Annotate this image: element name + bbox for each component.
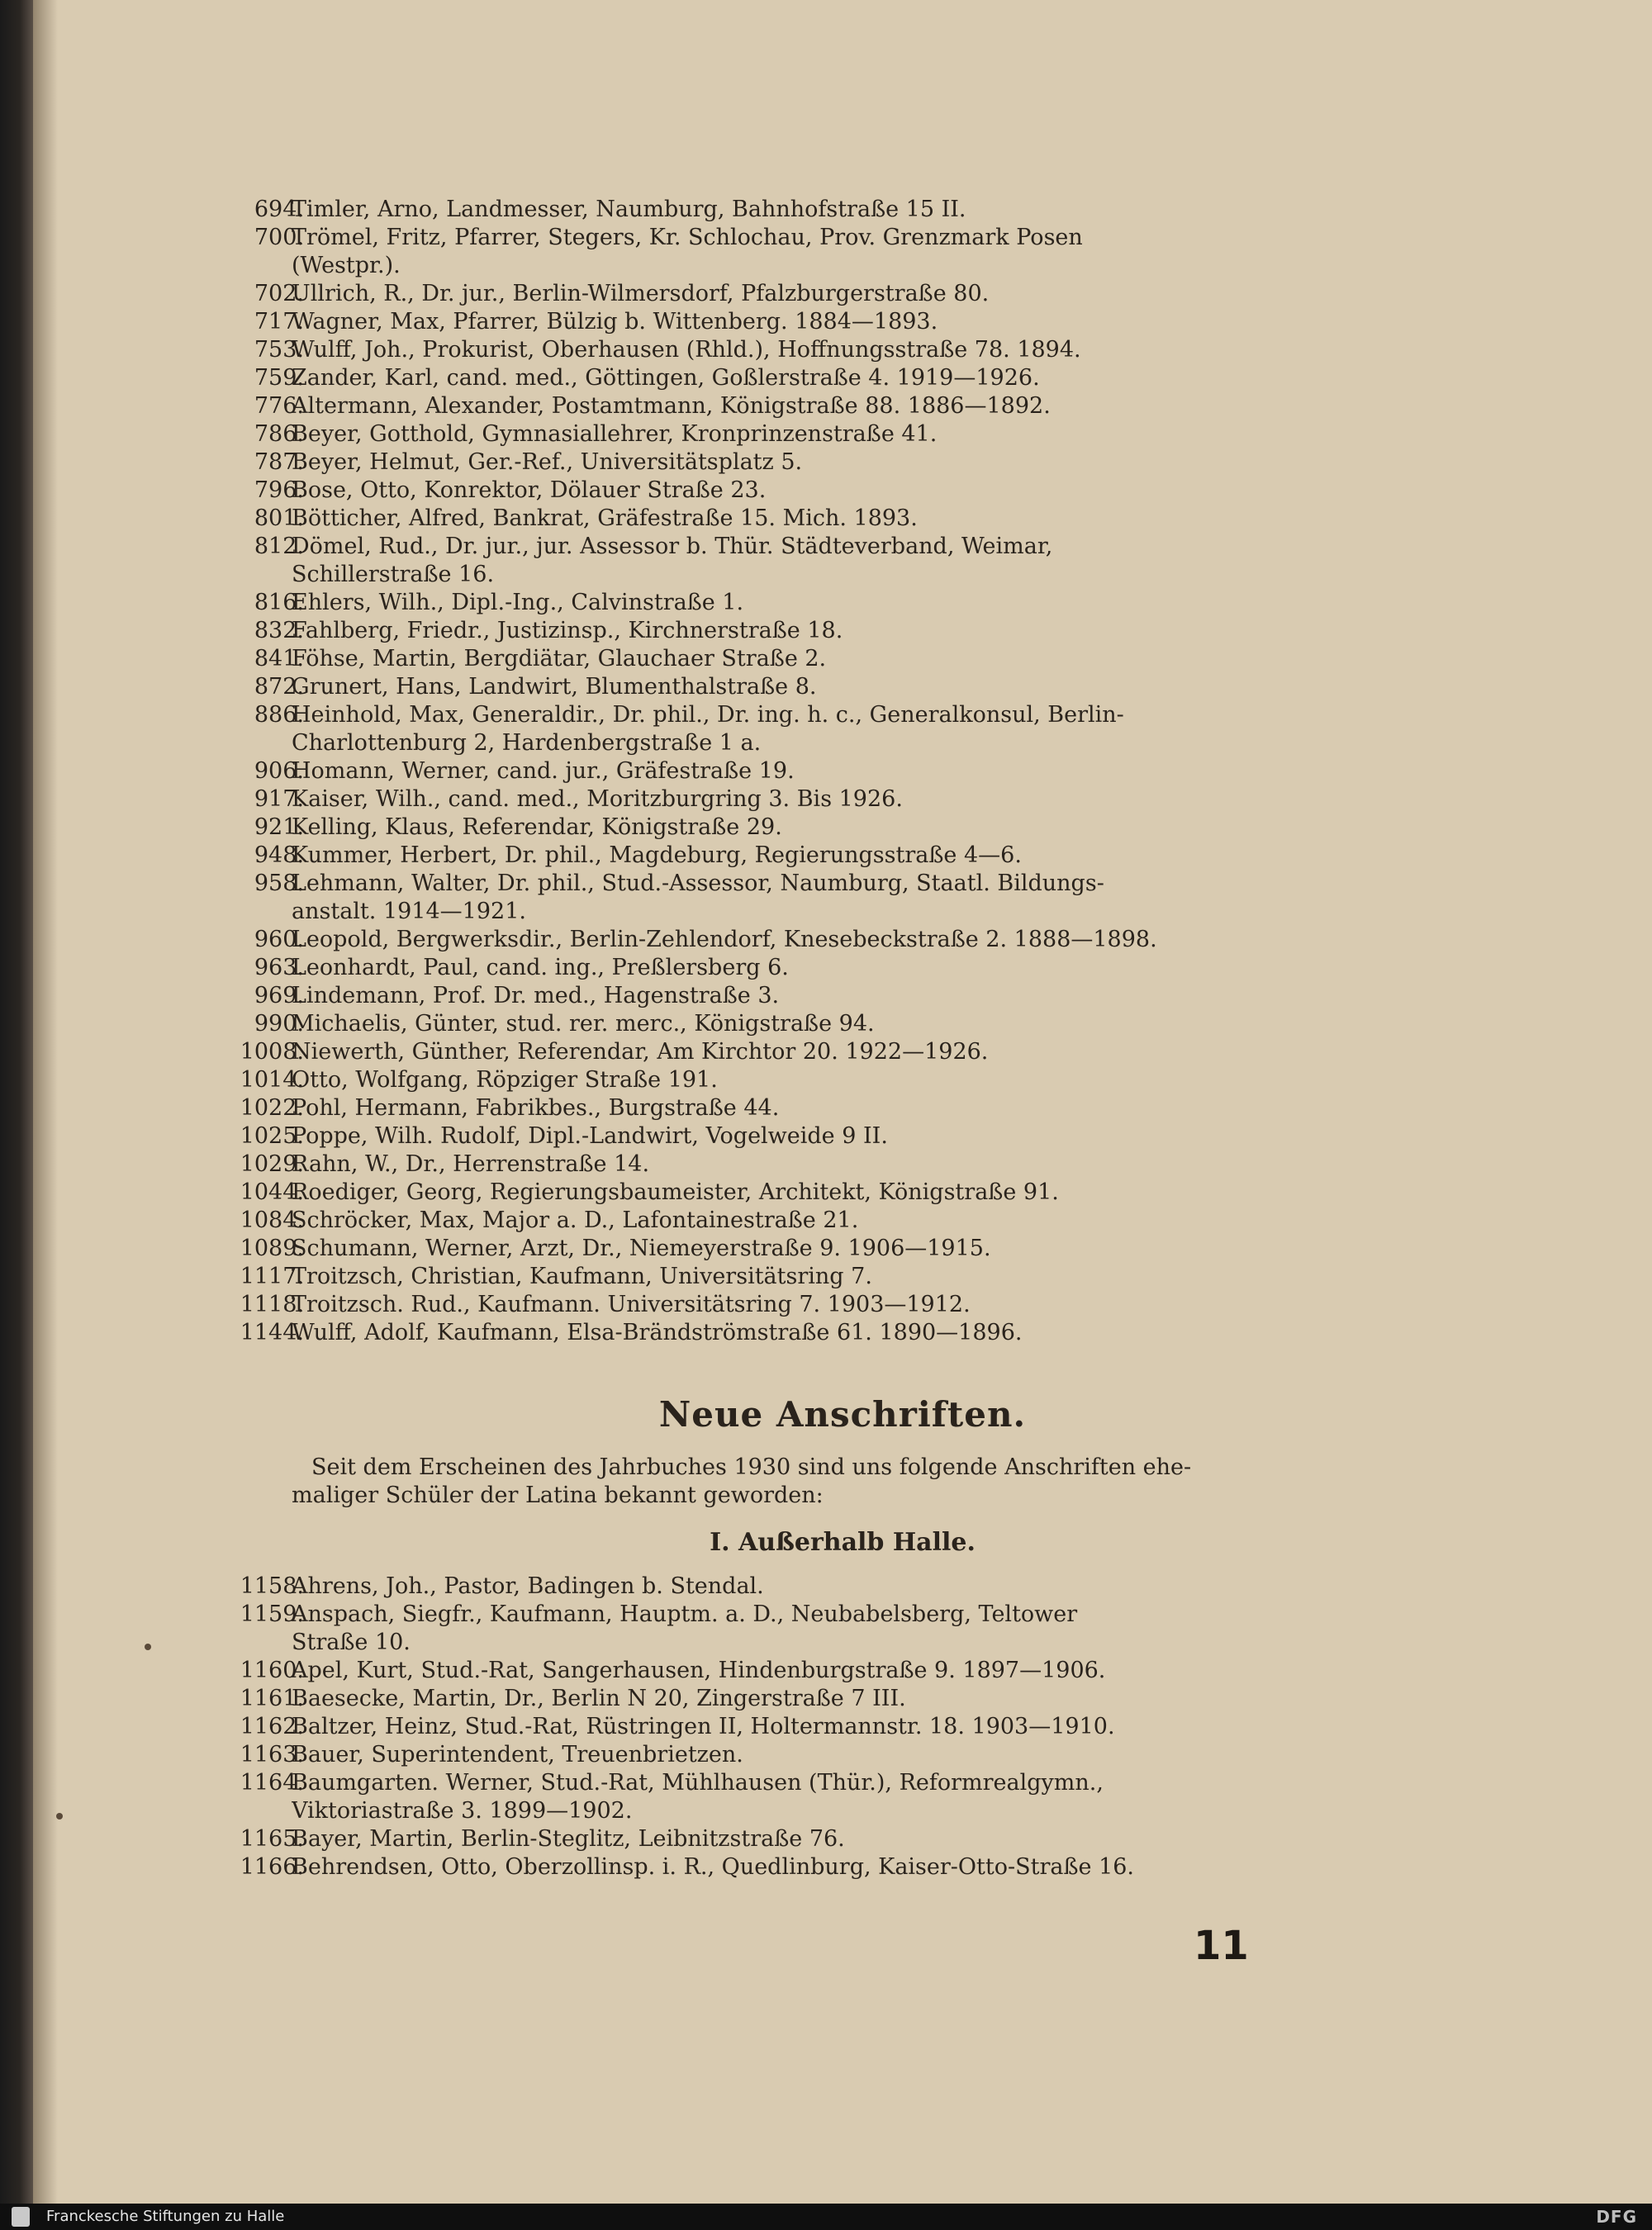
- entry-text: Heinhold, Max, Generaldir., Dr. phil., Dr. ing. h. c., Generalkonsul, Berlin-: [292, 702, 1124, 728]
- entry-text: Ullrich, R., Dr. jur., Berlin-Wilmersdorf, Pfalzburgerstraße 80.: [292, 281, 990, 306]
- entry-number: 921.: [254, 814, 304, 840]
- list-item: [33, 1039, 1652, 1067]
- scan-edge: [0, 0, 33, 2230]
- entry-number: 1022.: [240, 1095, 304, 1121]
- entry-text: Ahrens, Joh., Pastor, Badingen b. Stendal.: [292, 1573, 764, 1599]
- entry-number: 917.: [254, 786, 304, 812]
- entry-number: 1166.: [240, 1854, 304, 1880]
- entry-number: 1118.: [240, 1292, 304, 1317]
- entry-number: 886.: [254, 702, 304, 728]
- list-item: [33, 365, 1652, 393]
- entry-text: Schröcker, Max, Major a. D., Lafontainestraße 21.: [292, 1208, 859, 1233]
- entry-list: [33, 197, 1652, 1348]
- entry-number: 1161.: [240, 1686, 304, 1711]
- entry-text: Charlottenburg 2, Hardenbergstraße 1 a.: [292, 730, 762, 756]
- entry-number: 969.: [254, 983, 304, 1008]
- entry-number: 717.: [254, 309, 304, 334]
- list-item: [33, 449, 1652, 477]
- entry-text: Leonhardt, Paul, cand. ing., Preßlersberg 6.: [292, 955, 789, 980]
- entry-text: Ehlers, Wilh., Dipl.-Ing., Calvinstraße 1.: [292, 590, 744, 615]
- list-item: [33, 1123, 1652, 1151]
- entry-text: Föhse, Martin, Bergdiätar, Glauchaer Straße 2.: [292, 646, 827, 671]
- entry-text: Leopold, Bergwerksdir., Berlin-Zehlendorf, Knesebeckstraße 2. 1888—1898.: [292, 927, 1157, 952]
- footer-library-name: Franckesche Stiftungen zu Halle: [46, 2208, 285, 2225]
- list-item: [33, 1151, 1652, 1179]
- entry-number: 787.: [254, 449, 304, 475]
- entry-text: Anspach, Siegfr., Kaufmann, Hauptm. a. D., Neubabelsberg, Teltower: [292, 1601, 1078, 1627]
- entry-text: Beyer, Helmut, Ger.-Ref., Universitätsplatz 5.: [292, 449, 803, 475]
- entry-number: 963.: [254, 955, 304, 980]
- list-item: [33, 1011, 1652, 1039]
- list-item: [33, 955, 1652, 983]
- list-item: [33, 1798, 1652, 1826]
- margin-dot: [145, 1644, 151, 1650]
- entry-text: Wagner, Max, Pfarrer, Bülzig b. Wittenberg. 1884—1893.: [292, 309, 938, 334]
- entry-number: 786.: [254, 421, 304, 447]
- list-item: [33, 1236, 1652, 1264]
- entry-list-2: [33, 1573, 1652, 1882]
- list-item: [33, 1714, 1652, 1742]
- list-item: [33, 871, 1652, 899]
- list-item: [33, 1742, 1652, 1770]
- entry-text: Niewerth, Günther, Referendar, Am Kirchtor 20. 1922—1926.: [292, 1039, 989, 1065]
- entry-number: 906.: [254, 758, 304, 784]
- list-item: [33, 309, 1652, 337]
- list-item: [33, 1095, 1652, 1123]
- list-item: [33, 1630, 1652, 1658]
- entry-text: Baesecke, Martin, Dr., Berlin N 20, Zingerstraße 7 III.: [292, 1686, 906, 1711]
- entry-text: Schillerstraße 16.: [292, 562, 495, 587]
- entry-number: 816.: [254, 590, 304, 615]
- entry-text: Homann, Werner, cand. jur., Gräfestraße 19.: [292, 758, 795, 784]
- list-item: [33, 1686, 1652, 1714]
- list-item: [33, 1208, 1652, 1236]
- entry-text: Bose, Otto, Konrektor, Dölauer Straße 23.: [292, 477, 767, 503]
- footer-bar: [0, 2204, 1652, 2230]
- entry-number: 1158.: [240, 1573, 304, 1599]
- entry-text: Bayer, Martin, Berlin-Steglitz, Leibnitzstraße 76.: [292, 1826, 845, 1852]
- entry-text: Troitzsch, Christian, Kaufmann, Universitätsring 7.: [292, 1264, 872, 1289]
- entry-number: 801.: [254, 505, 304, 531]
- entry-text: Behrendsen, Otto, Oberzollinsp. i. R., Quedlinburg, Kaiser-Otto-Straße 16.: [292, 1854, 1135, 1880]
- list-item: [33, 1179, 1652, 1208]
- entry-text: Kummer, Herbert, Dr. phil., Magdeburg, Regierungsstraße 4—6.: [292, 842, 1022, 868]
- entry-text: (Westpr.).: [292, 253, 401, 278]
- entry-text: Schumann, Werner, Arzt, Dr., Niemeyerstraße 9. 1906—1915.: [292, 1236, 991, 1261]
- list-item: [33, 618, 1652, 646]
- list-item: [33, 1573, 1652, 1601]
- entry-text: Wulff, Adolf, Kaufmann, Elsa-Brändströmstraße 61. 1890—1896.: [292, 1320, 1023, 1345]
- list-item: [33, 1292, 1652, 1320]
- entry-number: 1084.: [240, 1208, 304, 1233]
- list-item: [33, 927, 1652, 955]
- entry-text: Bauer, Superintendent, Treuenbrietzen.: [292, 1742, 743, 1767]
- entry-text: Grunert, Hans, Landwirt, Blumenthalstraße 8.: [292, 674, 817, 700]
- entry-text: Straße 10.: [292, 1630, 411, 1655]
- page-gutter-shadow: [33, 0, 58, 2204]
- entry-text: Baltzer, Heinz, Stud.-Rat, Rüstringen II, Holtermannstr. 18. 1903—1910.: [292, 1714, 1115, 1739]
- list-item: [33, 786, 1652, 814]
- list-item: [33, 1658, 1652, 1686]
- entry-number: 759.: [254, 365, 304, 391]
- list-item: [33, 393, 1652, 421]
- page-number: 11: [1194, 1923, 1249, 1969]
- entry-number: 832.: [254, 618, 304, 643]
- entry-text: Michaelis, Günter, stud. rer. merc., Königstraße 94.: [292, 1011, 875, 1037]
- entry-number: 990.: [254, 1011, 304, 1037]
- entry-text: Poppe, Wilh. Rudolf, Dipl.-Landwirt, Vogelweide 9 II.: [292, 1123, 888, 1149]
- entry-text: Rahn, W., Dr., Herrenstraße 14.: [292, 1151, 650, 1177]
- list-item: [33, 197, 1652, 225]
- intro-line-2: maliger Schüler der Latina bekannt geworden:: [292, 1483, 824, 1508]
- list-item: [33, 590, 1652, 618]
- entry-number: 1089.: [240, 1236, 304, 1261]
- entry-number: 694.: [254, 197, 304, 222]
- list-item: [33, 758, 1652, 786]
- entry-text: Timler, Arno, Landmesser, Naumburg, Bahnhofstraße 15 II.: [292, 197, 966, 222]
- entry-text: Kaiser, Wilh., cand. med., Moritzburgring 3. Bis 1926.: [292, 786, 903, 812]
- entry-number: 1164.: [240, 1770, 304, 1796]
- entry-text: anstalt. 1914—1921.: [292, 899, 526, 924]
- entry-number: 753.: [254, 337, 304, 363]
- list-item: [33, 337, 1652, 365]
- list-item: [33, 1826, 1652, 1854]
- intro-line-1: Seit dem Erscheinen des Jahrbuches 1930 sind uns folgende Anschriften ehe-: [311, 1454, 1192, 1480]
- intro-paragraph: [292, 1454, 1289, 1510]
- entry-number: 700.: [254, 225, 304, 250]
- dfg-logo: DFG: [1596, 2207, 1637, 2227]
- entry-number: 1160.: [240, 1658, 304, 1683]
- entry-number: 1014.: [240, 1067, 304, 1093]
- entry-text: Lehmann, Walter, Dr. phil., Stud.-Assessor, Naumburg, Staatl. Bildungs-: [292, 871, 1104, 896]
- subsection-title: I. Außerhalb Halle.: [710, 1528, 976, 1557]
- section-title: Neue Anschriften.: [658, 1394, 1027, 1435]
- list-item: [33, 1067, 1652, 1095]
- list-item: [33, 225, 1652, 253]
- entry-number: 958.: [254, 871, 304, 896]
- list-item: [33, 1601, 1652, 1630]
- list-item: [33, 646, 1652, 674]
- entry-text: Pohl, Hermann, Fabrikbes., Burgstraße 44.: [292, 1095, 780, 1121]
- entry-number: 1044.: [240, 1179, 304, 1205]
- document-page: [33, 0, 1652, 2204]
- entry-number: 1025.: [240, 1123, 304, 1149]
- entry-text: Dömel, Rud., Dr. jur., jur. Assessor b. Thür. Städteverband, Weimar,: [292, 534, 1053, 559]
- entry-number: 812.: [254, 534, 304, 559]
- entry-text: Fahlberg, Friedr., Justizinsp., Kirchnerstraße 18.: [292, 618, 843, 643]
- entry-number: 960.: [254, 927, 304, 952]
- library-logo-icon: [12, 2207, 30, 2227]
- entry-text: Troitzsch. Rud., Kaufmann. Universitätsring 7. 1903—1912.: [292, 1292, 971, 1317]
- entry-number: 948.: [254, 842, 304, 868]
- list-item: [33, 730, 1652, 758]
- list-item: [33, 562, 1652, 590]
- list-item: [33, 1264, 1652, 1292]
- list-item: [33, 983, 1652, 1011]
- list-item: [33, 1770, 1652, 1798]
- list-item: [33, 477, 1652, 505]
- entry-text: Trömel, Fritz, Pfarrer, Stegers, Kr. Schlochau, Prov. Grenzmark Posen: [292, 225, 1083, 250]
- entry-text: Otto, Wolfgang, Röpziger Straße 191.: [292, 1067, 718, 1093]
- entry-text: Baumgarten. Werner, Stud.-Rat, Mühlhausen (Thür.), Reformrealgymn.,: [292, 1770, 1104, 1796]
- entry-text: Apel, Kurt, Stud.-Rat, Sangerhausen, Hindenburgstraße 9. 1897—1906.: [292, 1658, 1106, 1683]
- list-item: [33, 702, 1652, 730]
- entry-number: 1008.: [240, 1039, 304, 1065]
- entry-number: 1159.: [240, 1601, 304, 1627]
- entry-text: Altermann, Alexander, Postamtmann, Königstraße 88. 1886—1892.: [292, 393, 1051, 419]
- list-item: [33, 1320, 1652, 1348]
- entry-text: Wulff, Joh., Prokurist, Oberhausen (Rhld.), Hoffnungsstraße 78. 1894.: [292, 337, 1081, 363]
- entry-number: 776.: [254, 393, 304, 419]
- entry-number: 1117.: [240, 1264, 304, 1289]
- list-item: [33, 421, 1652, 449]
- entry-text: Kelling, Klaus, Referendar, Königstraße 29.: [292, 814, 782, 840]
- list-item: [33, 814, 1652, 842]
- entry-text: Viktoriastraße 3. 1899—1902.: [292, 1798, 633, 1824]
- entry-number: 1162.: [240, 1714, 304, 1739]
- entry-text: Lindemann, Prof. Dr. med., Hagenstraße 3.: [292, 983, 780, 1008]
- list-item: [33, 505, 1652, 534]
- entry-number: 872.: [254, 674, 304, 700]
- entry-number: 841.: [254, 646, 304, 671]
- entry-text: Roediger, Georg, Regierungsbaumeister, Architekt, Königstraße 91.: [292, 1179, 1059, 1205]
- list-item: [33, 534, 1652, 562]
- list-item: [33, 253, 1652, 281]
- list-item: [33, 842, 1652, 871]
- entry-text: Beyer, Gotthold, Gymnasiallehrer, Kronprinzenstraße 41.: [292, 421, 938, 447]
- entry-number: 1029.: [240, 1151, 304, 1177]
- entry-number: 1144.: [240, 1320, 304, 1345]
- entry-number: 1165.: [240, 1826, 304, 1852]
- list-item: [33, 1854, 1652, 1882]
- list-item: [33, 899, 1652, 927]
- entry-text: Bötticher, Alfred, Bankrat, Gräfestraße 15. Mich. 1893.: [292, 505, 918, 531]
- entry-text: Zander, Karl, cand. med., Göttingen, Goßlerstraße 4. 1919—1926.: [292, 365, 1040, 391]
- entry-number: 702.: [254, 281, 304, 306]
- entry-number: 1163.: [240, 1742, 304, 1767]
- list-item: [33, 674, 1652, 702]
- entry-number: 796.: [254, 477, 304, 503]
- list-item: [33, 281, 1652, 309]
